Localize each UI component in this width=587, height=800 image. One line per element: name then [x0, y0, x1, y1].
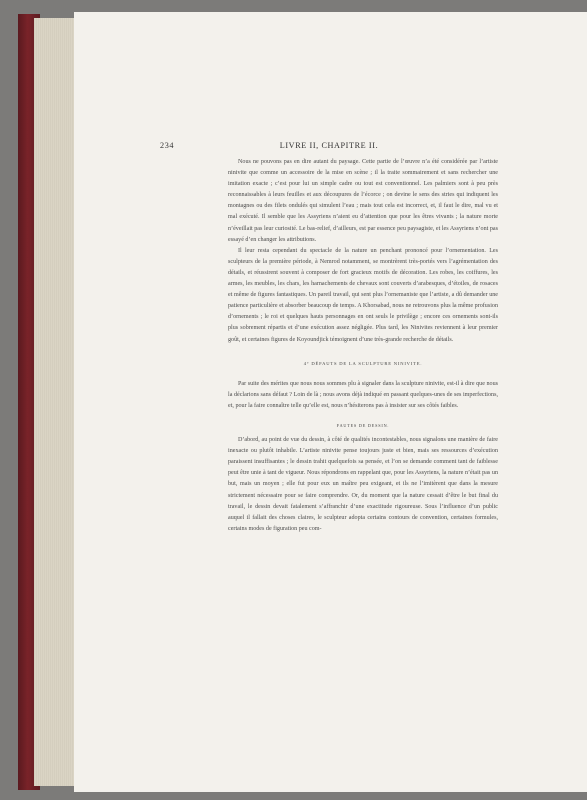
page-stack-edge	[34, 18, 78, 786]
paragraph: D’abord, au point de vue du dessin, à côté de qualités incontestables, nous signalons une manière de faire inexacte ou plutôt inhabile. L’artiste ninivite pense toujours juste et bien, mais ses ressources d’exécution paraissent insuffisantes ; le dessin trahit quelquefois sa pensée, et l’on se demande comment tant de faiblesse peut être unie à tant de vigueur. Nous répondrons en rappelant que, pour les Assyriens, la nature n’était pas un but, mais un moyen ; elle fut pour eux un maître peu exigeant, et ils ne l’imitèrent que dans la mesure strictement nécessaire pour se faire comprendre. Or, du moment que la nature cessait d’être le but final du travail, le dessin devait fatalement s’affranchir d’une exactitude rigoureuse. Sous l’influence d’un public auquel il fallait des choses claires, le sculpteur adopta certains contours de convention, certaines formules, certains modes de figuration peu com-	[228, 437, 498, 532]
paragraph: Par suite des mérites que nous nous sommes plu à signaler dans la sculpture ninivite, est-il à dire que nous la déclarions sans défaut ? Loin de là ; nous avons déjà indiqué en passant quelques-unes de ses imperfections, et, pour la faire connaître telle qu’elle est, nous n’hésiterons pas à insister sur ses côtés faibles.	[228, 380, 498, 409]
body-text	[228, 157, 498, 535]
section-title: 4° DÉFAUTS DE LA SCULPTURE NINIVITE.	[303, 360, 423, 366]
page-number: 234	[160, 141, 175, 150]
chapter-heading: LIVRE II, CHAPITRE II.	[279, 141, 379, 150]
paragraph: Nous ne pouvons pas en dire autant du paysage. Cette partie de l’œuvre n’a été considérée par l’artiste ninivite que comme un accessoire de la mise en scène ; il la traite sommairement et sans rechercher une imitation exacte ; c’est pour lui un simple cadre ou tout est conventionnel. Les palmiers sont à peu près reconnaissables à leurs feuilles et aux découpures de l’écorce ; on devine le sens des stries qui indiquent les montagnes ou des filets ondulés qui simulent l’eau ; mais tout cela est incorrect, et, il faut le dire, mal vu et mal exécuté. Il semble que les Assyriens n’aient eu d’attention que pour les êtres vivants ; la nature morte n’éveillait pas leur curiosité. Le bas-relief, d’ailleurs, est par essence peu paysagiste, et les Assyriens n’ont pas essayé d’en changer les attributions.	[228, 159, 498, 243]
subsection-title: FAUTES DE DESSIN.	[336, 422, 390, 428]
paragraph: Il leur resta cependant du spectacle de la nature un penchant prononcé pour l’ornementation. Les sculpteurs de la première période, à Nemrod notamment, se montrèrent très-portés vers l’agrémentation des détails, et réussirent souvent à composer de fort gracieux motifs de décoration. Les robes, les coiffures, les armes, les meubles, les chars, les harnachements de chevaux sont couverts d’arabesques, d’étoiles, de rosaces et même de figures fantastiques. Un pareil travail, qui sent plus l’ornemaniste que l’artiste, a dû demander une patience particulière et absorber beaucoup de temps. A Khorsabad, nous ne retrouvons plus la même profusion d’ornements ; le roi et quelques hauts personnages en ont seuls le privilège ; encore ces ornements sont-ils plus sobrement répartis et d’une exécution assez négligée. Plus tard, les Ninivites reviennent à leur premier goût, et certaines figures de Koyoundjick témoignent d’une très-grande recherche de détails.	[228, 247, 498, 343]
